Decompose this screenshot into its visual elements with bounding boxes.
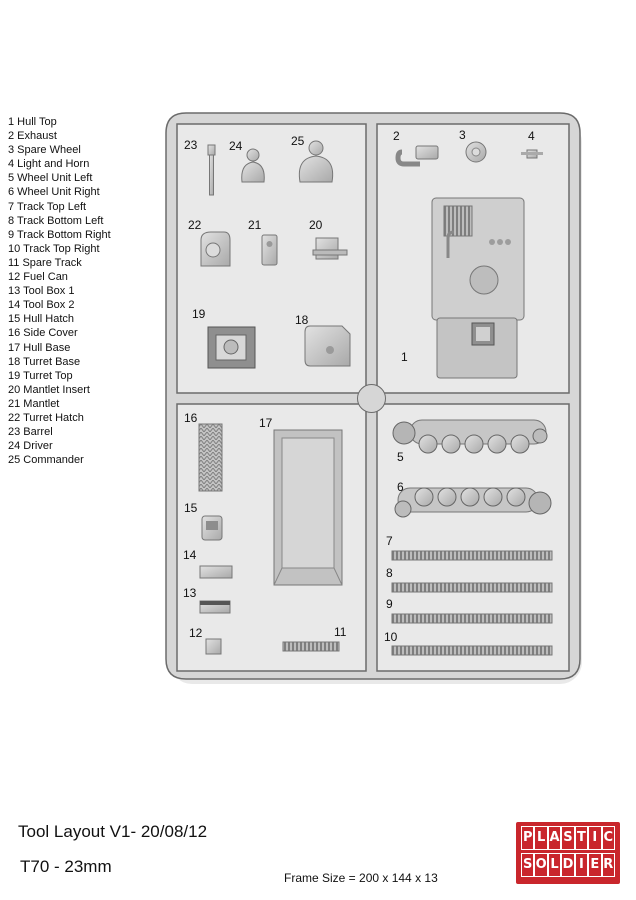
list-item: 15 Hull Hatch xyxy=(8,313,75,326)
part-number-label: 10 xyxy=(384,630,398,644)
list-item: 8 Track Bottom Left xyxy=(8,214,104,227)
part-22-turret-hatch xyxy=(201,232,230,266)
part-number-label: 1 xyxy=(401,350,408,364)
part-9-track-bottom-right xyxy=(392,614,552,623)
plastic-soldier-logo xyxy=(516,822,620,884)
part-number-label: 5 xyxy=(397,450,404,464)
list-item: 6 Wheel Unit Right xyxy=(8,186,100,199)
part-3-spare-wheel xyxy=(466,142,486,162)
logo-letter: R xyxy=(602,853,615,877)
logo-letter: P xyxy=(521,826,534,850)
logo-letter: S xyxy=(521,853,534,877)
list-item: 5 Wheel Unit Left xyxy=(8,172,93,185)
list-item: 23 Barrel xyxy=(8,426,53,439)
logo-word-soldier xyxy=(521,853,615,877)
part-number-label: 13 xyxy=(183,586,197,600)
part-number-label: 18 xyxy=(295,313,309,327)
part-number-label: 4 xyxy=(528,129,535,143)
part-7-track-top-left xyxy=(392,551,552,560)
list-item: 12 Fuel Can xyxy=(8,271,68,284)
part-number-label: 9 xyxy=(386,597,393,611)
logo-letter: L xyxy=(534,826,547,850)
list-item: 20 Mantlet Insert xyxy=(8,383,90,396)
list-item: 1 Hull Top xyxy=(8,116,57,128)
list-item: 11 Spare Track xyxy=(8,256,82,269)
list-item: 24 Driver xyxy=(8,440,53,453)
part-number-label: 14 xyxy=(183,548,197,562)
list-item: 16 Side Cover xyxy=(8,327,78,340)
part-16-side-cover xyxy=(199,424,222,491)
logo-letter: D xyxy=(561,853,574,877)
logo-letter: I xyxy=(575,853,588,877)
part-number-label: 20 xyxy=(309,218,323,232)
list-item: 21 Mantlet xyxy=(8,397,60,410)
part-18-turret-base xyxy=(305,326,350,366)
logo-letter: A xyxy=(548,826,561,850)
list-item: 4 Light and Horn xyxy=(8,158,90,171)
part-21-mantlet xyxy=(262,235,277,265)
list-item: 14 Tool Box 2 xyxy=(8,299,75,312)
sprue-center-cross xyxy=(364,392,379,405)
part-13-tool-box-1 xyxy=(200,601,230,613)
part-number-label: 7 xyxy=(386,534,393,548)
list-item: 17 Hull Base xyxy=(8,341,71,354)
part-number-label: 12 xyxy=(189,626,203,640)
part-17-hull-base xyxy=(274,430,342,585)
part-number-label: 19 xyxy=(192,307,206,321)
logo-letter: C xyxy=(602,826,615,850)
model-name: T70 - 23mm xyxy=(20,857,112,876)
part-number-label: 23 xyxy=(184,138,198,152)
list-item: 2 Exhaust xyxy=(8,130,57,143)
part-8-track-bottom-left xyxy=(392,583,552,592)
list-item: 10 Track Top Right xyxy=(8,242,100,255)
part-number-label: 22 xyxy=(188,218,202,232)
part-number-label: 2 xyxy=(393,129,400,143)
logo-letter: S xyxy=(561,826,574,850)
logo-letter: O xyxy=(534,853,547,877)
part-number-label: 6 xyxy=(397,480,404,494)
logo-letter: L xyxy=(548,853,561,877)
part-19-turret-top xyxy=(208,327,255,368)
part-number-label: 24 xyxy=(229,139,243,153)
frame-size-text: Frame Size = 200 x 144 x 13 xyxy=(284,871,438,885)
part-number-label: 15 xyxy=(184,501,198,515)
part-11-spare-track xyxy=(283,642,339,651)
list-item: 13 Tool Box 1 xyxy=(8,285,75,298)
part-number-label: 3 xyxy=(459,128,466,142)
part-23-barrel xyxy=(208,145,215,195)
part-number-label: 11 xyxy=(334,625,347,639)
list-item: 9 Track Bottom Right xyxy=(8,228,111,241)
part-10-track-top-right xyxy=(392,646,552,655)
part-number-label: 16 xyxy=(184,411,198,425)
part-12-fuel-can xyxy=(206,639,221,654)
list-item: 3 Spare Wheel xyxy=(8,144,81,157)
part-number-label: 21 xyxy=(248,218,262,232)
logo-letter: E xyxy=(588,853,601,877)
list-item: 22 Turret Hatch xyxy=(8,411,84,424)
list-item: 25 Commander xyxy=(8,454,84,467)
part-14-tool-box-2 xyxy=(200,566,232,578)
layout-title: Tool Layout V1- 20/08/12 xyxy=(18,822,208,841)
part-number-label: 8 xyxy=(386,566,393,580)
part-number-label: 25 xyxy=(291,134,305,148)
part-15-hull-hatch xyxy=(202,516,222,540)
logo-letter: I xyxy=(588,826,601,850)
logo-word-plastic xyxy=(521,826,615,850)
logo-letter: T xyxy=(575,826,588,850)
part-1-hull-top xyxy=(432,198,524,378)
part-number-label: 17 xyxy=(259,416,273,430)
list-item: 7 Track Top Left xyxy=(8,200,87,213)
list-item: 19 Turret Top xyxy=(8,369,73,382)
list-item: 18 Turret Base xyxy=(8,355,81,368)
